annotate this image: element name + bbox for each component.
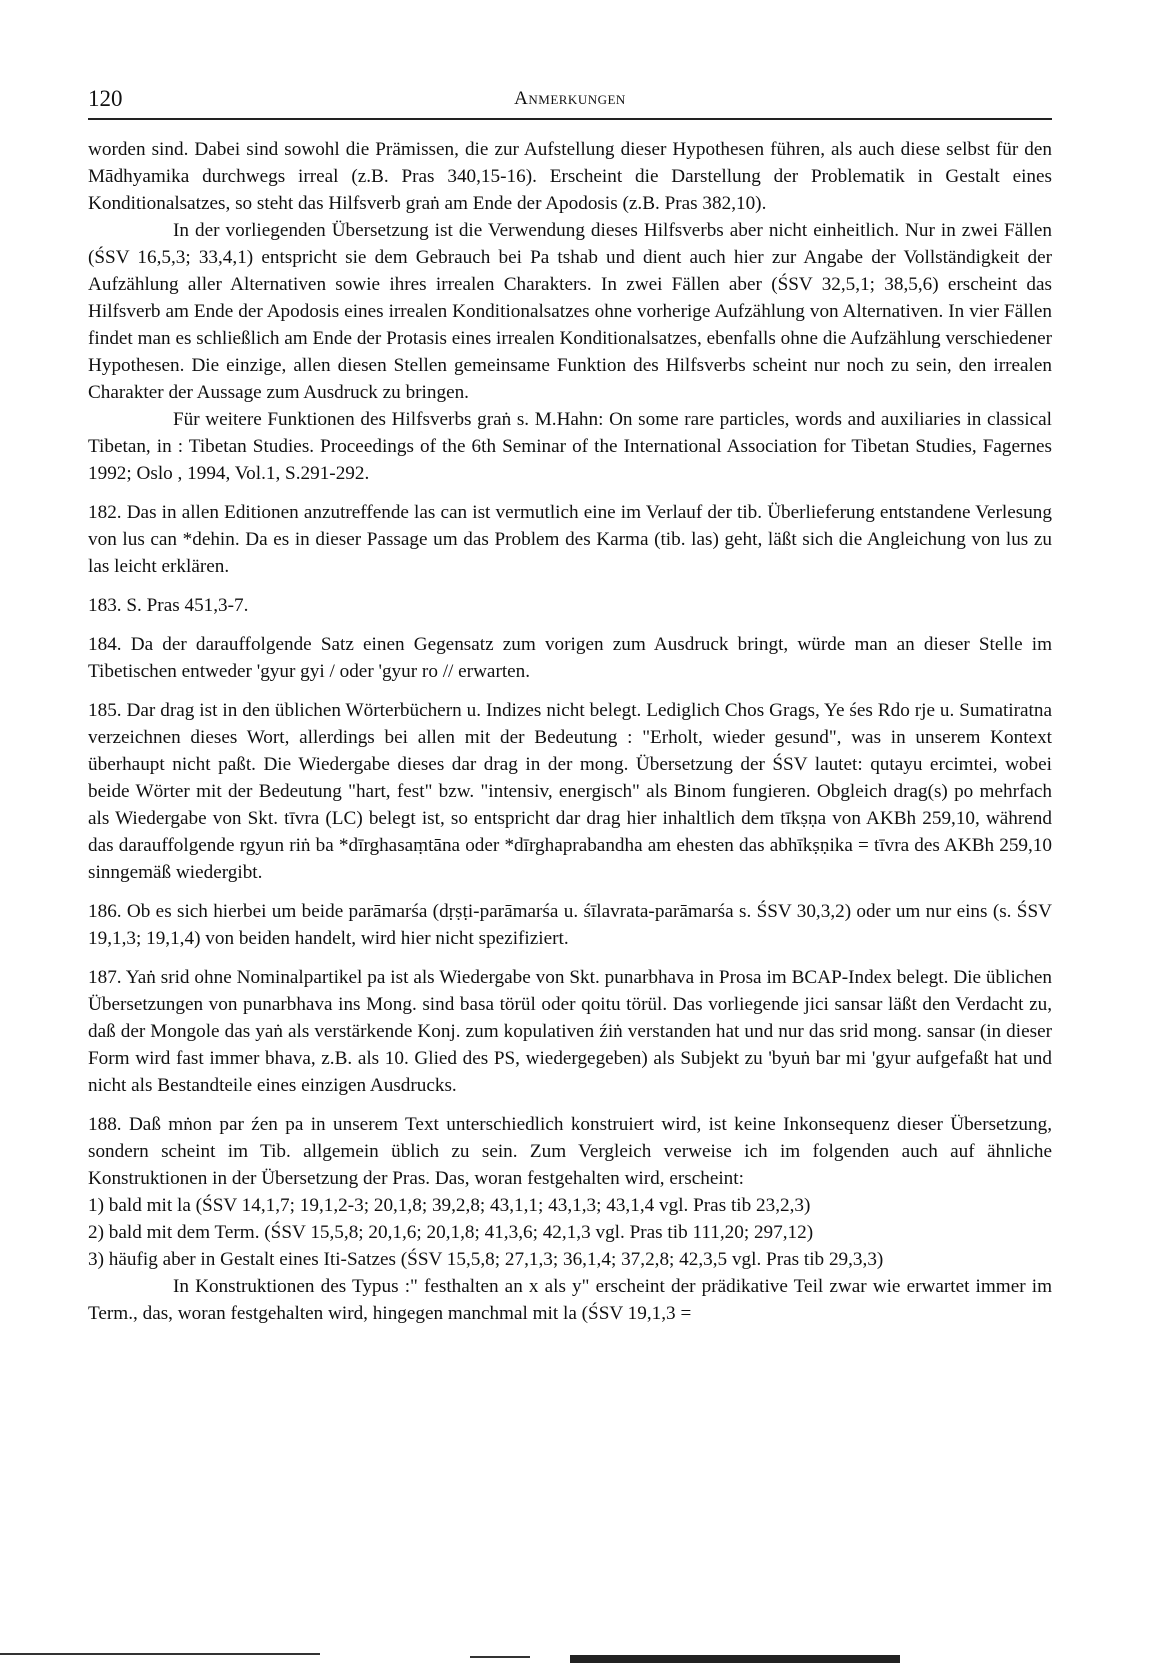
scan-artifact: [570, 1655, 900, 1663]
list-item: 3) häufig aber in Gestalt eines Iti-Satzes (ŚSV 15,5,8; 27,1,3; 36,1,4; 37,2,8; 42,3,5 vgl. Pras tib 29,3,3): [88, 1249, 884, 1270]
running-head: [88, 78, 1052, 120]
scan-artifact: [0, 1653, 320, 1655]
page-number: 120: [88, 86, 123, 111]
paragraph-indented: In Konstruktionen des Typus :" festhalten an x als y" erscheint der prädikative Teil zwar wie erwartet immer im Term., das, woran festgehalten wird, hingegen manchmal mit la (ŚSV 19,1,3 =: [88, 1276, 1052, 1324]
note-185: 185. Dar drag ist in den üblichen Wörterbüchern u. Indizes nicht belegt. Lediglich Chos Grags, Ye śes Rdo rje u. Sumatiratna verzeichnen dieses Wort, allerdings bei allen mit der Bedeutung : "Erholt, wieder gesund", was in unserem Kontext überhaupt nicht paßt. Die Wiedergabe dieses dar drag in der mong. Übersetzung der ŚSV lautet: qutayu ercimtei, wobei beide Wörter mit der Bedeutung "hart, fest" bzw. "intensiv, energisch" als Binom fungieren. Obgleich drag(s) po mehrfach als Wiedergabe von Skt. tīvra (LC) belegt ist, so entspricht dar drag hier inhaltlich dem tīkṣṇa von AKBh 259,10, während das darauffolgende rgyun riṅ ba *dīrghasaṃtāna oder *dīrghaprabandha am ehesten das abhīkṣṇika = tīvra des AKBh 259,10 sinngemäß wiedergibt.: [88, 700, 1052, 883]
note-188: 188. Daß mṅon par źen pa in unserem Text unterschiedlich konstruiert wird, ist keine Inkonsequenz dieser Übersetzung, sondern scheint im Tib. allgemein üblich zu sein. Zum Vergleich verweise ich im folgenden auch auf ähnliche Konstruktionen in der Übersetzung der Pras. Das, woran festgehalten wird, erscheint:: [88, 1114, 1052, 1189]
body-text: [88, 136, 1052, 1327]
list-item: 2) bald mit dem Term. (ŚSV 15,5,8; 20,1,6; 20,1,8; 41,3,6; 42,1,3 vgl. Pras tib 111,20; 297,12): [88, 1222, 814, 1243]
note-186: 186. Ob es sich hierbei um beide parāmarśa (dṛṣṭi-parāmarśa u. śīlavrata-parāmarśa s. ŚSV 30,3,2) oder um nur eins (s. ŚSV 19,1,3; 19,1,4) von beiden handelt, wird hier nicht spezifiziert.: [88, 901, 1052, 949]
note-182: 182. Das in allen Editionen anzutreffende las can ist vermutlich eine im Verlauf der tib. Überlieferung entstandene Verlesung von lus can *dehin. Da es in dieser Passage um das Problem des Karma (tib. las) geht, läßt sich die Angleichung von lus zu las leicht erklären.: [88, 502, 1052, 577]
list-item: 1) bald mit la (ŚSV 14,1,7; 19,1,2-3; 20,1,8; 39,2,8; 43,1,1; 43,1,3; 43,1,4 vgl. Pras tib 23,2,3): [88, 1195, 811, 1216]
page: [88, 78, 1052, 1327]
note-184: 184. Da der darauffolgende Satz einen Gegensatz zum vorigen zum Ausdruck bringt, würde man an dieser Stelle im Tibetischen entweder 'gyur gyi / oder 'gyur ro // erwarten.: [88, 634, 1052, 682]
paragraph-indented: Für weitere Funktionen des Hilfsverbs graṅ s. M.Hahn: On some rare particles, words and auxiliaries in classical Tibetan, in : Tibetan Studies. Proceedings of the 6th Seminar of the International Association for Tibetan Studies, Fagernes 1992; Oslo , 1994, Vol.1, S.291-292.: [88, 409, 1052, 484]
scan-artifact: [470, 1656, 530, 1658]
paragraph-indented: In der vorliegenden Übersetzung ist die Verwendung dieses Hilfsverbs aber nicht einheitlich. Nur in zwei Fällen (ŚSV 16,5,3; 33,4,1) entspricht sie dem Gebrauch bei Pa tshab und dient auch hier zur Angabe der Vollständigkeit der Aufzählung aller Alternativen sowie ihres irrealen Charakters. In zwei Fällen aber (ŚSV 32,5,1; 38,5,6) erscheint das Hilfsverb am Ende der Apodosis eines irrealen Konditionalsatzes ohne vorherige Aufzählung von Alternativen. In vier Fällen findet man es schließlich am Ende der Protasis eines irrealen Konditionalsatzes, ebenfalls ohne die Aufzählung verschiedener Hypothesen. Die einzige, allen diesen Stellen gemeinsame Funktion des Hilfsverbs scheint nur noch zu sein, den irrealen Charakter der Aussage zum Ausdruck zu bringen.: [88, 220, 1052, 403]
section-title: Anmerkungen: [514, 88, 626, 109]
note-183: 183. S. Pras 451,3-7.: [88, 595, 249, 616]
paragraph-continuation: worden sind. Dabei sind sowohl die Prämissen, die zur Aufstellung dieser Hypothesen führen, als auch diese selbst für den Mādhyamika durchwegs irreal (z.B. Pras 340,15-16). Erscheint die Darstellung der Problematik in Gestalt eines Konditionalsatzes, so steht das Hilfsverb graṅ am Ende der Apodosis (z.B. Pras 382,10).: [88, 139, 1052, 214]
note-187: 187. Yaṅ srid ohne Nominalpartikel pa ist als Wiedergabe von Skt. punarbhava in Prosa im BCAP-Index belegt. Die üblichen Übersetzungen von punarbhava ins Mong. sind basa törül oder qoitu törül. Das vorliegende jici sansar läßt den Verdacht zu, daß der Mongole das yaṅ als verstärkende Konj. zum kopulativen źiṅ verstanden hat und nur das srid mong. sansar (in dieser Form wird fast immer bhava, z.B. als 10. Glied des PS, wiedergegeben) als Subjekt zu 'byuṅ bar mi 'gyur aufgefaßt hat und nicht als Bestandteile eines einzigen Ausdrucks.: [88, 967, 1052, 1096]
